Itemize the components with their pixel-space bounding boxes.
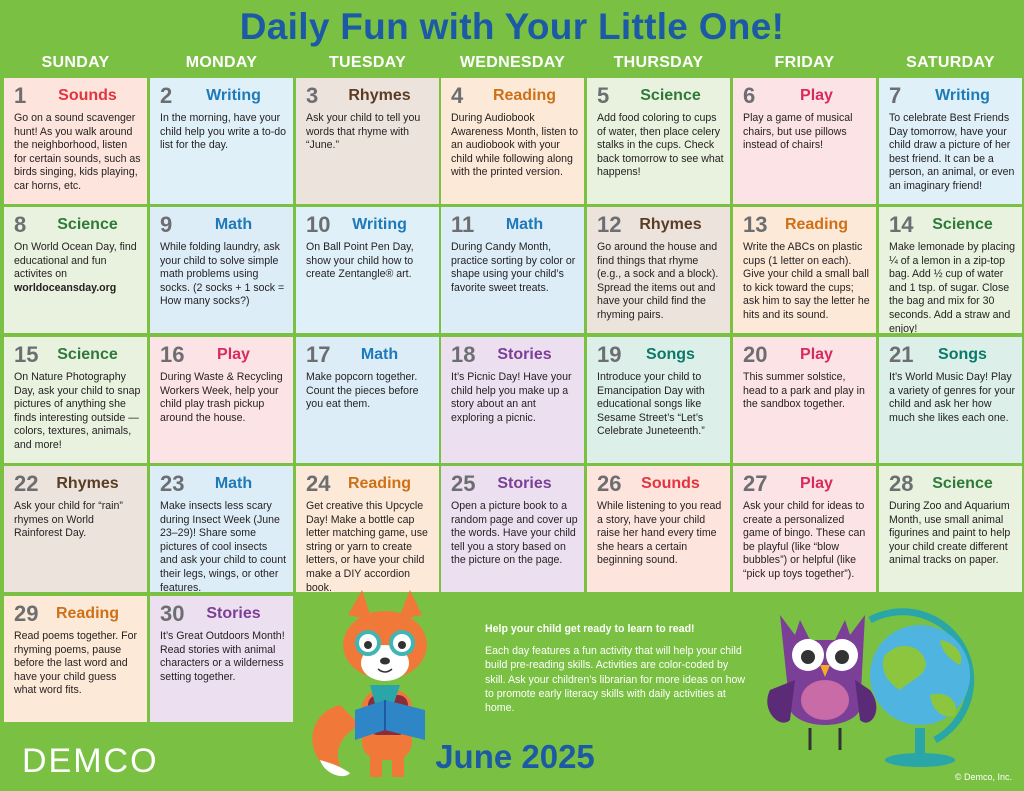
activity-text: [160, 630, 287, 684]
activity-description: Go on a sound scavenger hunt! As you walk around the neighborhood, listen for certain sounds, such as birds singing, kids playing, car horns, etc.: [14, 112, 141, 192]
calendar-day-27: [733, 466, 876, 592]
day-number: 27: [743, 471, 768, 496]
month-label: June 2025: [435, 738, 595, 775]
day-number: 14: [889, 212, 914, 237]
activity-description: Make lemonade by placing ¼ of a lemon in a zip-top bag. Add ½ cup of water and 1 tsp. of sugar. Close the bag and mix for 30 seconds. Add a straw and enjoy!: [889, 241, 1016, 333]
skill-category: Stories: [206, 605, 261, 622]
calendar-day-17: [296, 337, 439, 463]
activity-text: [451, 112, 578, 180]
activity-description: Read poems together. For rhyming poems, pause before the last word and have your child guess what word fits.: [14, 630, 138, 697]
calendar-day-19: [587, 337, 730, 463]
skill-category: Math: [214, 216, 253, 233]
calendar-day-23: [150, 466, 293, 592]
skill-category: Play: [800, 87, 833, 104]
activity-text: [451, 241, 578, 295]
day-number: 5: [597, 83, 610, 108]
activity-description: It’s Great Outdoors Month! Read stories with animal characters or a wilderness setting together.: [160, 630, 285, 683]
activity-text: [14, 241, 141, 295]
info-body: Each day features a fun activity that will help your child build pre-reading skills. Activities are color-coded by skill. Ask your children’s librarian for more ideas on how to promote early literacy skills with daily activities at home.: [485, 645, 746, 715]
activity-text: [743, 371, 870, 412]
day-number: 18: [451, 342, 476, 367]
skill-category: Math: [505, 216, 544, 233]
activity-description: While folding laundry, ask your child to solve simple math problems using socks. (2 socks + 1 sock = How many socks?): [160, 241, 285, 308]
calendar-day-2: [150, 78, 293, 204]
activity-description: Get creative this Upcycle Day! Make a bottle cap letter matching game, use string or yarn to create letters, or have your child make a DIY accordion book.: [306, 500, 428, 592]
weekday-header: THURSDAY: [613, 54, 704, 71]
info-panel: [485, 622, 750, 715]
activity-text: [160, 500, 287, 592]
day-number: 13: [743, 212, 768, 237]
calendar-day-20: [733, 337, 876, 463]
activity-description: Make popcorn together. Count the pieces before you eat them.: [306, 371, 419, 411]
day-number: 26: [597, 471, 622, 496]
calendar-day-18: [441, 337, 584, 463]
activity-description: On Nature Photography Day, ask your child to snap pictures of anything she finds interesting outside — colors, textures, animals, and more!: [14, 371, 141, 451]
skill-category: Reading: [784, 216, 849, 233]
calendar-day-9: [150, 207, 293, 333]
calendar-day-6: [733, 78, 876, 204]
activity-text: [889, 241, 1016, 333]
calendar-day-30: [150, 596, 293, 722]
activity-text: [597, 500, 724, 568]
activity-text: [889, 112, 1016, 194]
skill-category: Math: [214, 475, 253, 492]
skill-category: Reading: [55, 605, 120, 622]
weekday-header: MONDAY: [185, 54, 258, 71]
skill-category: Science: [57, 216, 118, 233]
activity-text: [14, 630, 141, 698]
skill-category: Writing: [352, 216, 407, 233]
calendar-day-22: [4, 466, 147, 592]
activity-description: During Zoo and Aquarium Month, use small animal figurines and paint to help your child create different animal tracks on paper.: [889, 500, 1011, 567]
day-number: 28: [889, 471, 914, 496]
skill-category: Rhymes: [56, 475, 119, 492]
day-number: 25: [451, 471, 476, 496]
activity-text: [889, 500, 1016, 568]
calendar-day-7: [879, 78, 1022, 204]
demco-logo: DEMCO: [22, 742, 159, 780]
activity-text: [306, 500, 433, 592]
weekday-header: WEDNESDAY: [459, 54, 566, 71]
skill-category: Songs: [938, 346, 987, 363]
day-number: 30: [160, 601, 185, 626]
activity-description: Open a picture book to a random page and cover up the words. Have your child tell you a story based on the picture on the page.: [451, 500, 578, 567]
activity-text: [160, 371, 287, 425]
activity-text: [306, 241, 433, 282]
calendar-day-10: [296, 207, 439, 333]
activity-description: On Ball Point Pen Day, show your child how to create Zentangle® art.: [306, 241, 414, 281]
calendar-day-25: [441, 466, 584, 592]
weekday-header: SATURDAY: [906, 54, 995, 71]
activity-text: [14, 500, 141, 541]
skill-category: Play: [217, 346, 250, 363]
skill-category: Science: [57, 346, 118, 363]
weekday-header: SUNDAY: [41, 54, 110, 71]
activity-description: During Audiobook Awareness Month, listen to an audiobook with your child while following along with the printed version.: [451, 112, 578, 179]
day-number: 12: [597, 212, 622, 237]
day-number: 4: [451, 83, 464, 108]
skill-category: Songs: [646, 346, 695, 363]
skill-category: Science: [640, 87, 701, 104]
day-number: 19: [597, 342, 622, 367]
activity-text: [451, 500, 578, 568]
skill-category: Writing: [935, 87, 990, 104]
calendar-day-21: [879, 337, 1022, 463]
skill-category: Play: [800, 346, 833, 363]
day-number: 8: [14, 212, 27, 237]
calendar-day-15: [4, 337, 147, 463]
skill-category: Math: [360, 346, 399, 363]
activity-description: It’s World Music Day! Play a variety of genres for your child and ask her how much she likes each one.: [889, 371, 1016, 424]
calendar-day-13: [733, 207, 876, 333]
day-number: 17: [306, 342, 331, 367]
day-number: 23: [160, 471, 185, 496]
activity-description: Introduce your child to Emancipation Day with educational songs like Sesame Street’s “Let’s Celebrate Juneteenth.”: [597, 371, 705, 438]
calendar-day-11: [441, 207, 584, 333]
activity-description: During Candy Month, practice sorting by color or shape using your child’s favorite sweet treats.: [451, 241, 576, 294]
skill-category: Reading: [347, 475, 412, 492]
skill-category: Writing: [206, 87, 261, 104]
day-number: 20: [743, 342, 768, 367]
activity-description: Make insects less scary during Insect Week (June 23–29)! Share some pictures of cool insects and ask your child to count their legs, wings, or other features.: [160, 500, 287, 592]
activity-text: [160, 241, 287, 309]
skill-category: Play: [800, 475, 833, 492]
calendar-day-5: [587, 78, 730, 204]
activity-description: To celebrate Best Friends Day tomorrow, have your child draw a picture of her best friend. It can be a person, an animal, or even an imaginary friend!: [889, 112, 1015, 192]
activity-description: On World Ocean Day, find educational and fun activites on: [14, 241, 137, 281]
copyright: © Demco, Inc.: [954, 772, 1012, 782]
activity-text: [14, 112, 141, 194]
skill-category: Sounds: [641, 475, 700, 492]
calendar-day-26: [587, 466, 730, 592]
activity-description: Ask your child for “rain” rhymes on World Rainforest Day.: [14, 500, 123, 540]
activity-text: [743, 500, 870, 582]
day-number: 7: [889, 83, 902, 108]
day-number: 1: [14, 83, 27, 108]
activity-text: [160, 112, 287, 153]
skill-category: Rhymes: [348, 87, 411, 104]
day-number: 24: [306, 471, 331, 496]
owl-globe-illustration: [760, 600, 1020, 770]
day-number: 29: [14, 601, 39, 626]
activity-text: [743, 241, 870, 323]
activity-text: [889, 371, 1016, 425]
activity-text: [597, 371, 724, 439]
activity-description: Play a game of musical chairs, but use pillows instead of chairs!: [743, 112, 853, 152]
activity-text: [14, 371, 141, 453]
day-number: 2: [160, 83, 173, 108]
day-number: 10: [306, 212, 331, 237]
skill-category: Stories: [497, 475, 552, 492]
activity-description: It’s Picnic Day! Have your child help you make up a story about an ant exploring a picnic.: [451, 371, 572, 424]
calendar-day-4: [441, 78, 584, 204]
activity-description: Add food coloring to cups of water, then place celery stalks in the cups. Check back tomorrow to see what happens!: [597, 112, 724, 179]
activity-description: In the morning, have your child help you write a to-do list for the day.: [160, 112, 287, 152]
activity-description: Go around the house and find things that rhyme (e.g., a sock and a block). Spread the items out and have your child find the rhyming pairs.: [597, 241, 719, 321]
activity-text: [306, 371, 433, 412]
activity-text: [597, 241, 724, 323]
info-heading: Help your child get ready to learn to read!: [485, 623, 695, 635]
calendar-day-28: [879, 466, 1022, 592]
day-number: 15: [14, 342, 39, 367]
day-number: 16: [160, 342, 185, 367]
skill-category: Science: [932, 216, 993, 233]
day-number: 11: [451, 212, 475, 237]
skill-category: Reading: [492, 87, 557, 104]
skill-category: Stories: [497, 346, 552, 363]
day-number: 3: [306, 83, 319, 108]
activity-text: [743, 112, 870, 153]
activity-description: Ask your child to tell you words that rhyme with “June.”: [306, 112, 421, 152]
calendar-day-14: [879, 207, 1022, 333]
day-number: 9: [160, 212, 173, 237]
calendar-day-12: [587, 207, 730, 333]
weekday-header: FRIDAY: [774, 54, 835, 71]
day-number: 22: [14, 471, 39, 496]
day-number: 21: [889, 342, 914, 367]
calendar-day-29: [4, 596, 147, 722]
skill-category: Sounds: [58, 87, 117, 104]
calendar-day-8: [4, 207, 147, 333]
activity-description: This summer solstice, head to a park and play in the sandbox together.: [743, 371, 865, 411]
website-link[interactable]: worldoceansday.org: [14, 281, 117, 294]
activity-description: Write the ABCs on plastic cups (1 letter on each). Give your child a small ball to kick toward the cups; ask him to say the letter he hits and its sound.: [743, 241, 870, 321]
activity-text: [597, 112, 724, 180]
activity-description: Ask your child for ideas to create a personalized game of bingo. These can be playful (like “blow bubbles”) or helpful (like “pick up toys together”).: [743, 500, 866, 580]
activity-description: While listening to you read a story, have your child raise her hand every time she hears a certain beginning sound.: [597, 500, 722, 567]
calendar-day-16: [150, 337, 293, 463]
activity-text: [306, 112, 433, 153]
page-title: Daily Fun with Your Little One!: [239, 6, 785, 47]
calendar-day-1: [4, 78, 147, 204]
calendar-day-24: [296, 466, 439, 592]
calendar-day-3: [296, 78, 439, 204]
activity-text: [451, 371, 578, 425]
skill-category: Science: [932, 475, 993, 492]
weekday-header: TUESDAY: [328, 54, 407, 71]
activity-description: During Waste & Recycling Workers Week, help your child play trash pickup around the house.: [160, 371, 283, 424]
skill-category: Rhymes: [639, 216, 702, 233]
day-number: 6: [743, 83, 756, 108]
